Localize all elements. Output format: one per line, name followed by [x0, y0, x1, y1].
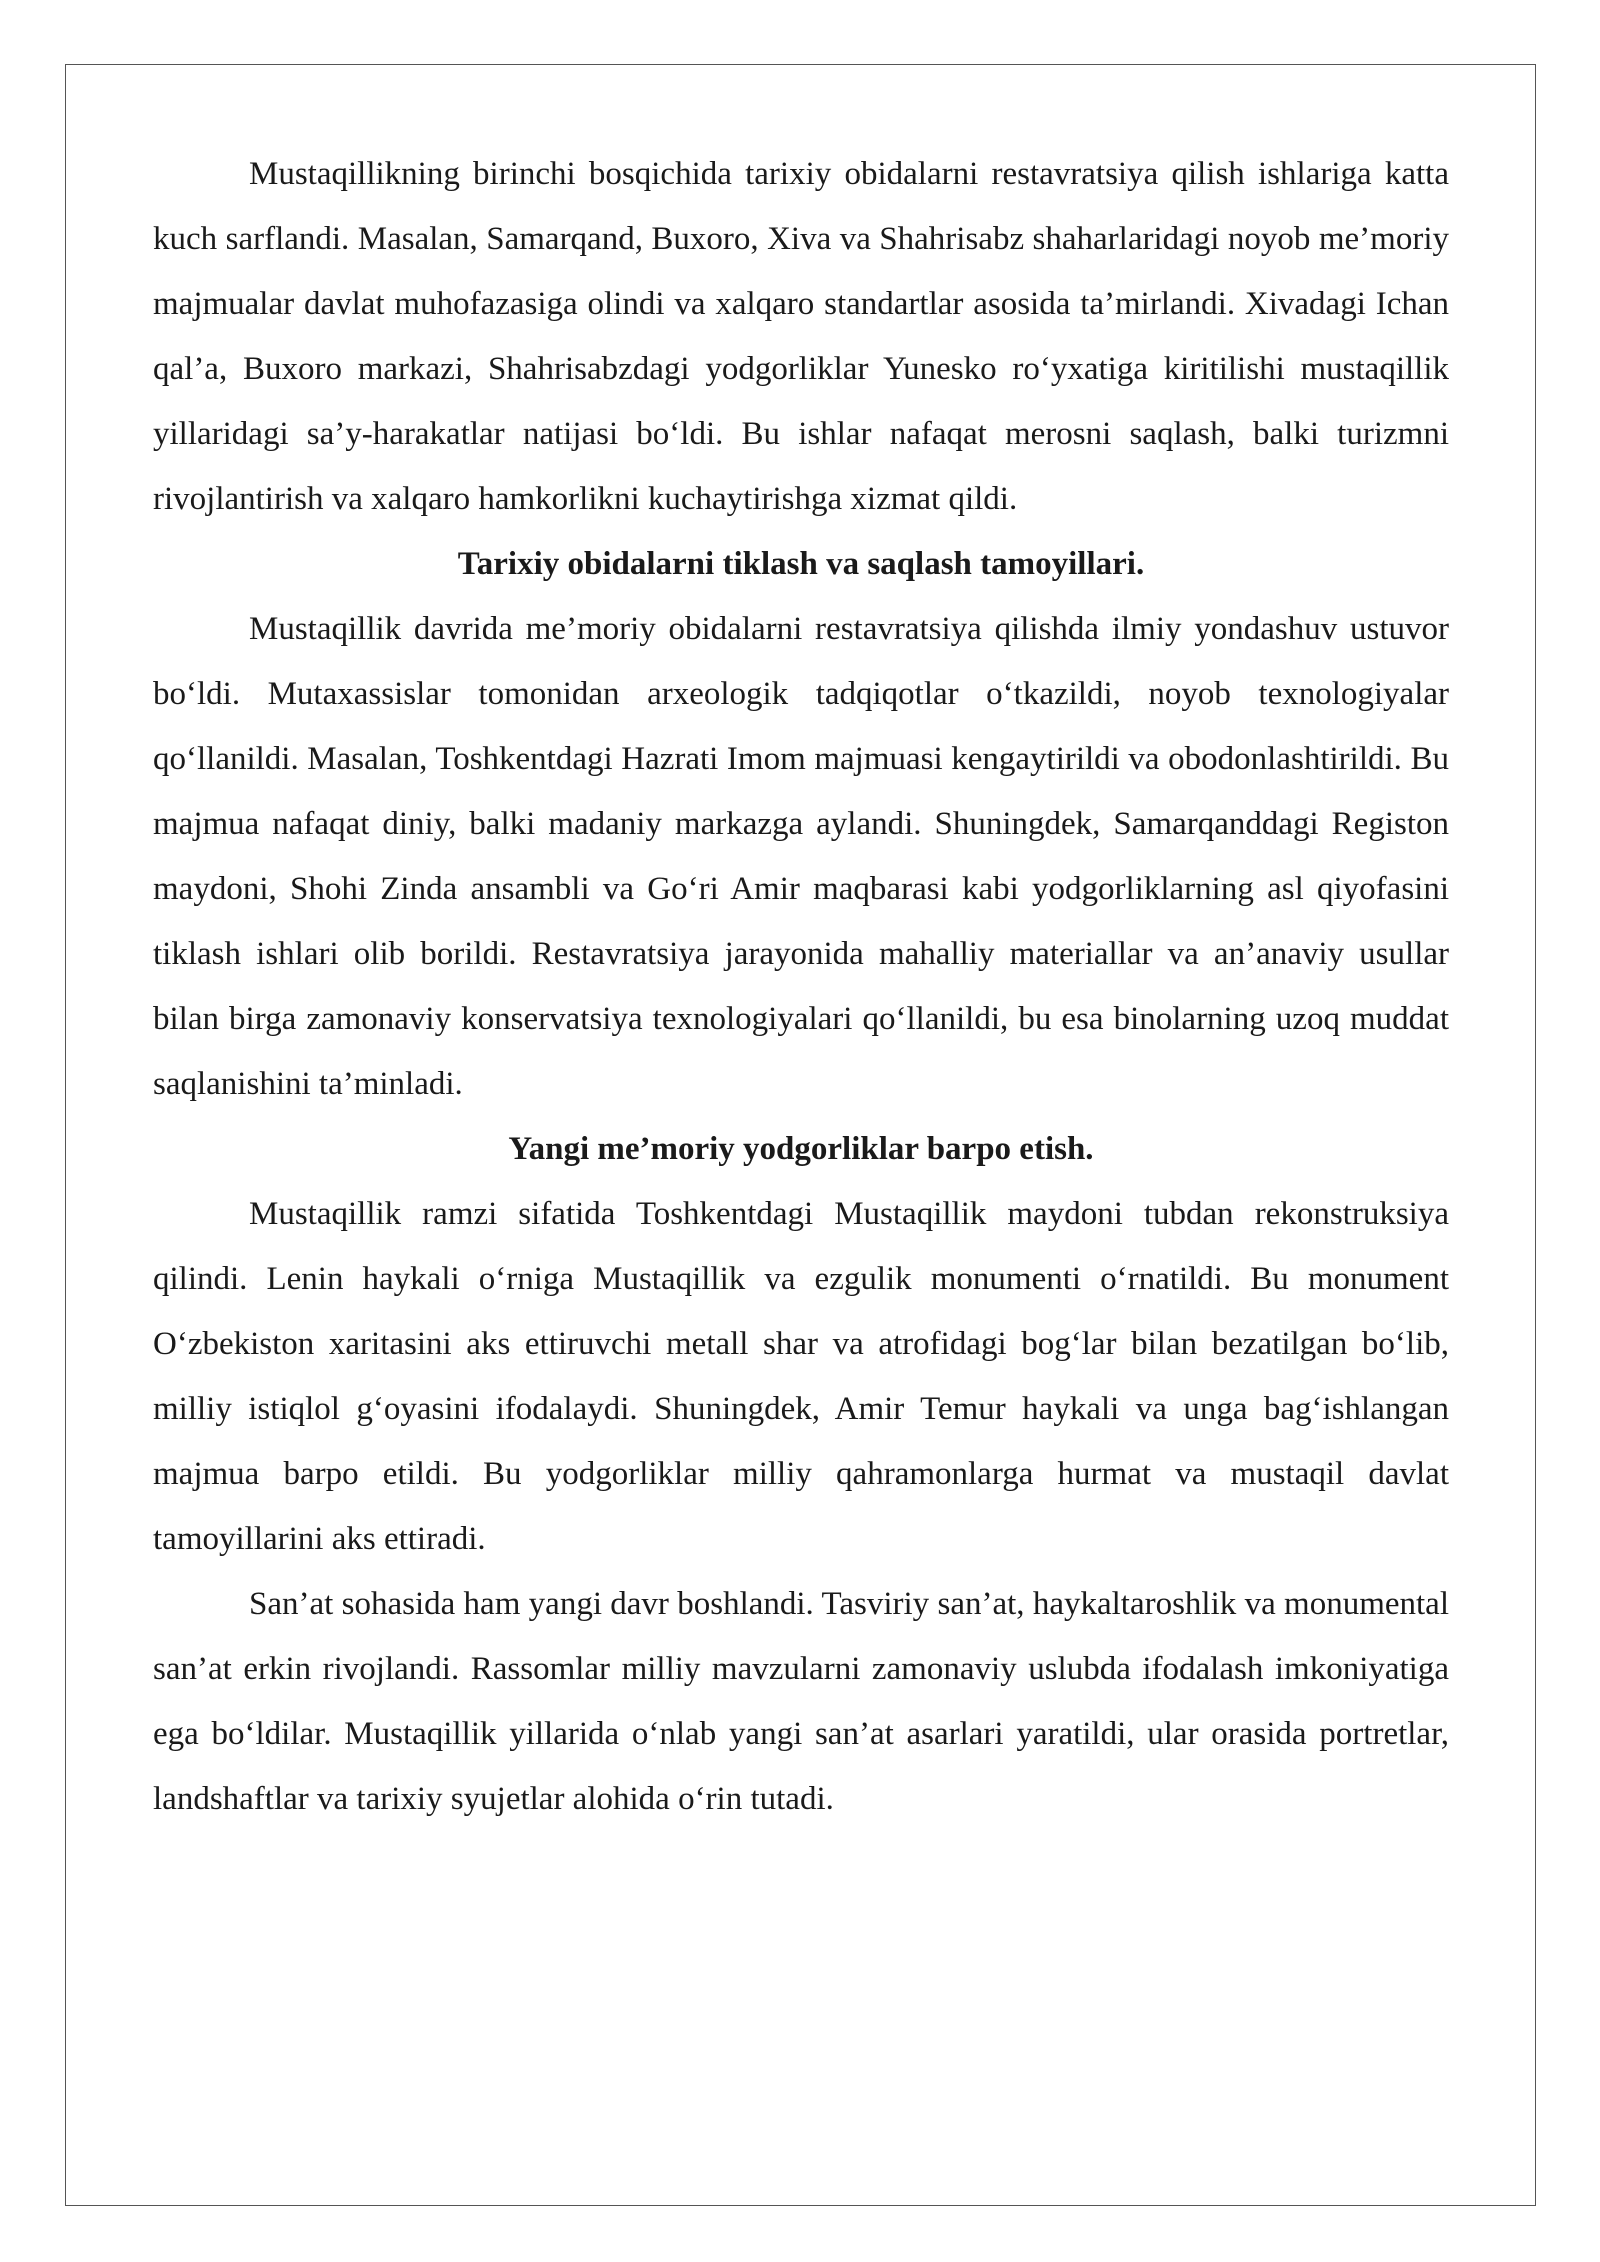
heading-new-monuments: Yangi me’moriy yodgorliklar barpo etish. — [508, 1131, 1094, 1167]
paragraph-independence-square: Mustaqillik ramzi sifatida Toshkentdagi Mustaqillik maydoni tubdan rekonstruksiya qilindi. Lenin haykali o‘rniga Mustaqillik va ezgulik monumenti o‘rnatildi. Bu monument O‘zbekiston xaritasini aks ettiruvchi metall shar va atrofidagi bog‘lar bilan bezatilgan bo‘lib, milliy istiqlol g‘oyasini ifodalaydi. Shuningdek, Amir Temur haykali va unga bag‘ishlangan majmua barpo etildi. Bu yodgorliklar milliy qahramonlarga hurmat va mustaqil davlat tamoyillarini aks ettiradi. — [153, 1196, 1449, 1557]
document-body — [153, 142, 1449, 1832]
paragraph-scientific-approach: Mustaqillik davrida me’moriy obidalarni restavratsiya qilishda ilmiy yondashuv ustuvor bo‘ldi. Mutaxassislar tomonidan arxeologik tadqiqotlar o‘tkazildi, noyob texnologiyalar qo‘llanildi. Masalan, Toshkentdagi Hazrati Imom majmuasi kengaytirildi va obodonlashtirildi. Bu majmua nafaqat diniy, balki madaniy markazga aylandi. Shuningdek, Samarqanddagi Registon maydoni, Shohi Zinda ansambli va Go‘ri Amir maqbarasi kabi yodgorliklarning asl qiyofasini tiklash ishlari olib borildi. Restavratsiya jarayonida mahalliy materiallar va an’anaviy usullar bilan birga zamonaviy konservatsiya texnologiyalari qo‘llanildi, bu esa binolarning uzoq muddat saqlanishini ta’minladi. — [153, 611, 1449, 1102]
paragraph-art-new-era: San’at sohasida ham yangi davr boshlandi. Tasviriy san’at, haykaltaroshlik va monumental san’at erkin rivojlandi. Rassomlar milliy mavzularni zamonaviy uslubda ifodalash imkoniyatiga ega bo‘ldilar. Mustaqillik yillarida o‘nlab yangi san’at asarlari yaratildi, ular orasida portretlar, landshaftlar va tarixiy syujetlar alohida o‘rin tutadi. — [153, 1586, 1449, 1817]
paragraph-restoration-first-stage: Mustaqillikning birinchi bosqichida tarixiy obidalarni restavratsiya qilish ishlariga katta kuch sarflandi. Masalan, Samarqand, Buxoro, Xiva va Shahrisabz shaharlaridagi noyob me’moriy majmualar davlat muhofazasiga olindi va xalqaro standartlar asosida ta’mirlandi. Xivadagi Ichan qal’a, Buxoro markazi, Shahrisabzdagi yodgorliklar Yunesko ro‘yxatiga kiritilishi mustaqillik yillaridagi sa’y-harakatlar natijasi bo‘ldi. Bu ishlar nafaqat merosni saqlash, balki turizmni rivojlantirish va xalqaro hamkorlikni kuchaytirishga xizmat qildi. — [153, 156, 1449, 517]
heading-restoration-principles: Tarixiy obidalarni tiklash va saqlash tamoyillari. — [457, 546, 1145, 582]
